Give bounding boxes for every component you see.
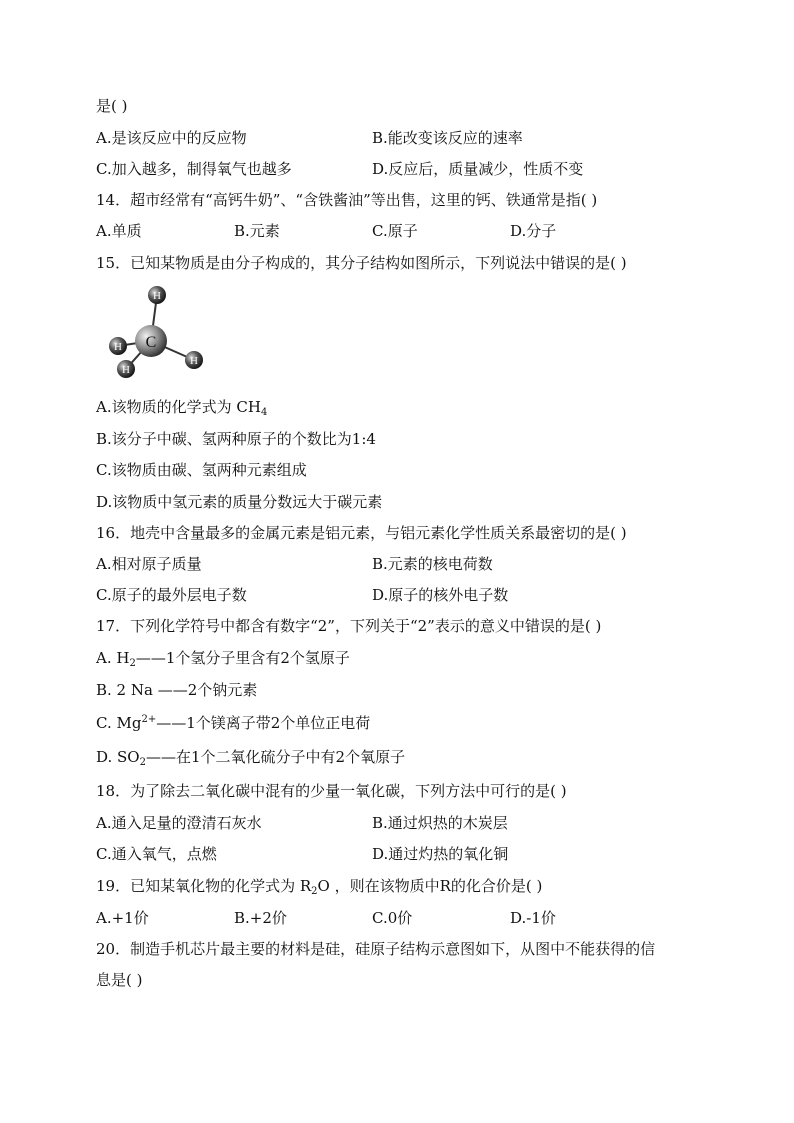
q17-option-b: B. 2 Na ——2个钠元素 <box>96 681 258 699</box>
q19-option-d: D.-1价 <box>510 909 556 927</box>
atom-label-h1: H <box>153 290 161 302</box>
q17-d-formula: D. SO <box>96 748 140 766</box>
q15-option-a-text: A.该物质的化学式为 CH <box>96 398 261 416</box>
atom-label-h4: H <box>190 355 198 367</box>
hydrogen-atom-right <box>185 351 203 369</box>
q18-option-a: A.通入足量的澄清石灰水 <box>96 814 262 832</box>
hydrogen-atom-left <box>109 337 127 355</box>
hydrogen-atom-bottom <box>117 360 135 378</box>
q17-option-c <box>96 712 370 734</box>
q18-stem: 18．为了除去二氧化碳中混有的少量一氧化碳，下列方法中可行的是( ) <box>96 782 567 800</box>
q17-stem: 17．下列化学符号中都含有数字“2”，下列关于“2”表示的意义中错误的是( ) <box>96 617 602 635</box>
q15-stem: 15．已知某物质是由分子构成的，其分子结构如图所示，下列说法中错误的是( ) <box>96 254 627 272</box>
q17-d-subscript: 2 <box>139 757 146 768</box>
atom-label-h3: H <box>122 364 130 376</box>
q15-option-b: B.该分子中碳、氢两种原子的个数比为1:4 <box>96 430 376 448</box>
hydrogen-atom-top <box>148 286 166 304</box>
q19-option-a: A.+1价 <box>96 909 149 927</box>
q19-stem <box>96 875 542 897</box>
q13-option-d: D.反应后，质量减少，性质不变 <box>372 160 584 178</box>
q16-option-c: C.原子的最外层电子数 <box>96 586 247 604</box>
q14-option-c: C.原子 <box>372 222 418 240</box>
q14-option-b: B.元素 <box>234 222 280 240</box>
q17-option-a <box>96 647 350 669</box>
q19-option-c: C.0价 <box>372 909 413 927</box>
q18-option-c: C.通入氧气，点燃 <box>96 845 217 863</box>
q14-option-d: D.分子 <box>510 222 557 240</box>
q20-stem-line1: 20．制造手机芯片最主要的材料是硅，硅原子结构示意图如下，从图中不能获得的信 <box>96 940 656 958</box>
atom-label-h2: H <box>114 341 122 353</box>
q18-option-d: D.通过灼热的氧化铜 <box>372 845 509 863</box>
q17-option-d <box>96 746 405 768</box>
carbon-atom <box>135 325 167 357</box>
q20-stem-line2: 息是( ) <box>96 971 143 989</box>
q19-stem-subscript: 2 <box>311 886 318 897</box>
q17-a-meaning: ——1个氢分子里含有2个氢原子 <box>135 649 350 667</box>
q15-option-d: D.该物质中氢元素的质量分数远大于碳元素 <box>96 493 383 511</box>
q14-option-a: A.单质 <box>96 222 142 240</box>
q15-option-a-subscript: 4 <box>260 407 268 418</box>
q17-c-formula: C. Mg <box>96 714 142 732</box>
q17-c-superscript: 2+ <box>141 714 157 725</box>
q13-option-b: B.能改变该反应的速率 <box>372 129 523 147</box>
q16-option-b: B.元素的核电荷数 <box>372 555 493 573</box>
q17-a-formula: A. H <box>96 649 130 667</box>
q13-option-c: C.加入越多，制得氧气也越多 <box>96 160 292 178</box>
q16-stem: 16．地壳中含量最多的金属元素是铝元素，与铝元素化学性质关系最密切的是( ) <box>96 524 627 542</box>
q15-option-a <box>96 396 267 418</box>
q16-option-a: A.相对原子质量 <box>96 555 202 573</box>
q18-option-b: B.通过炽热的木炭层 <box>372 814 508 832</box>
q13-option-a: A.是该反应中的反应物 <box>96 129 247 147</box>
q19-option-b: B.+2价 <box>234 909 287 927</box>
atom-label-c: C <box>145 334 157 351</box>
methane-molecule-figure <box>100 282 212 382</box>
q17-c-meaning: ——1个镁离子带2个单位正电荷 <box>156 714 371 732</box>
q19-stem-pre: 19．已知某氧化物的化学式为 R <box>96 877 312 895</box>
q16-option-d: D.原子的核外电子数 <box>372 586 509 604</box>
q17-a-subscript: 2 <box>129 658 136 669</box>
q15-option-c: C.该物质由碳、氢两种元素组成 <box>96 461 307 479</box>
q13-stem-tail: 是( ) <box>96 97 128 115</box>
q17-d-meaning: ——在1个二氧化硫分子中有2个氧原子 <box>145 748 406 766</box>
q14-stem: 14．超市经常有“高钙牛奶”、“含铁酱油”等出售，这里的钙、铁通常是指( ) <box>96 191 598 209</box>
q19-stem-post: O ，则在该物质中R的化合价是( ) <box>317 877 543 895</box>
